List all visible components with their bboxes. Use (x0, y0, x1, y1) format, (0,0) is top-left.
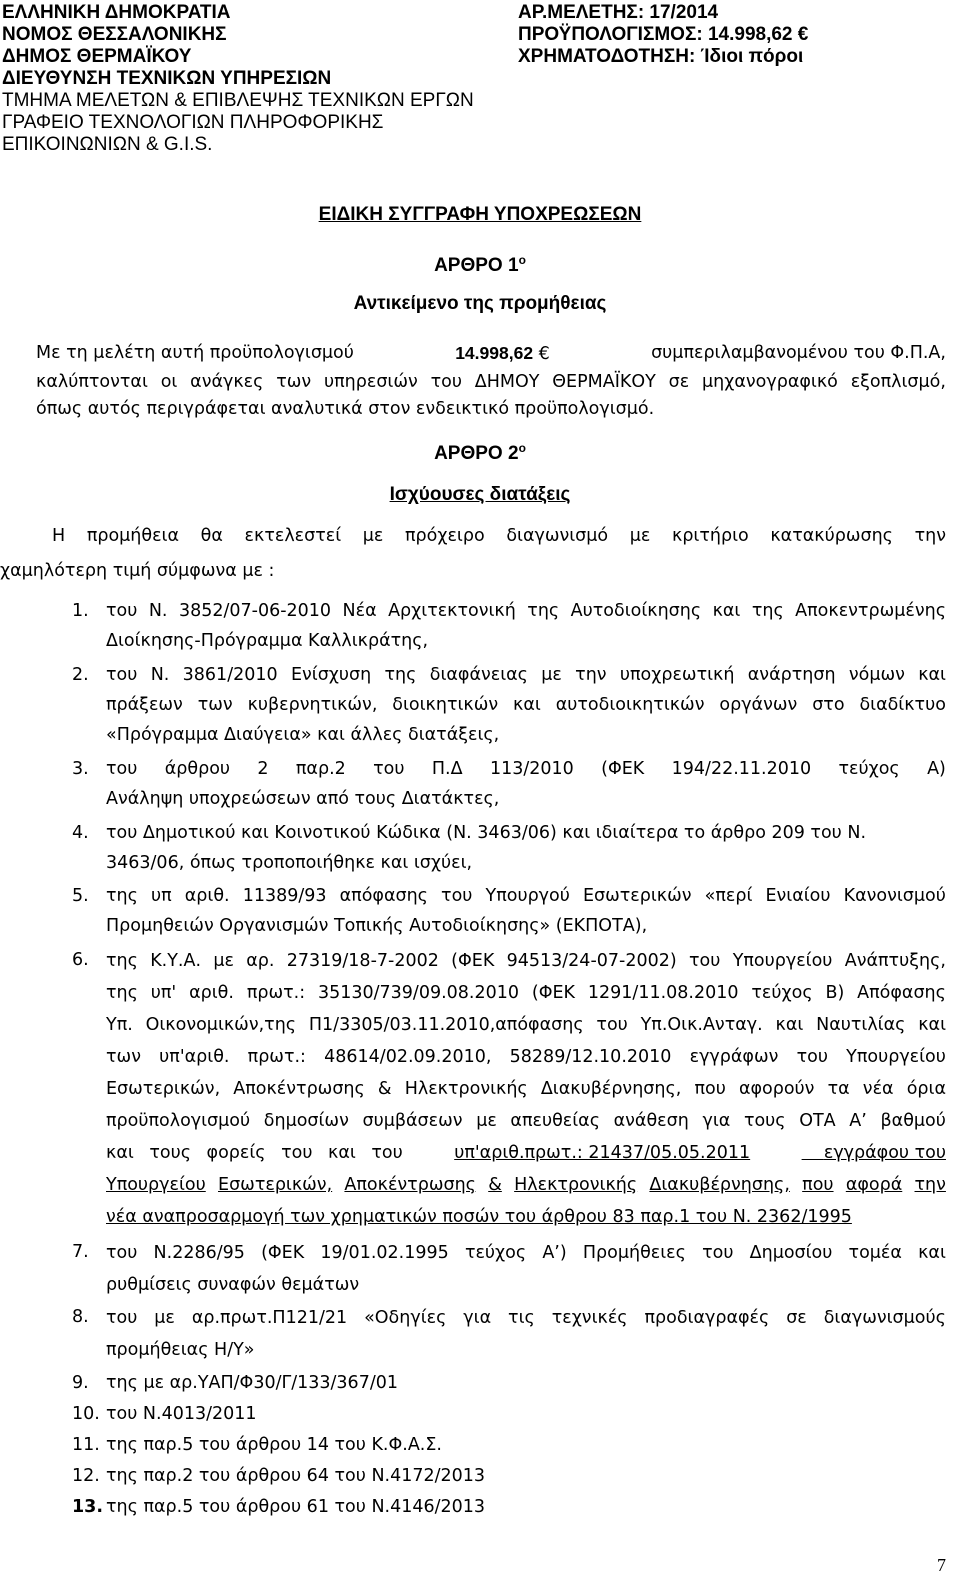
word: πρωτ.: (246, 983, 306, 1003)
word: αριθ. (189, 983, 234, 1003)
word: των (276, 372, 312, 392)
text-span (106, 1009, 946, 1041)
list-item-text (106, 1399, 946, 1429)
list-line (106, 977, 946, 1009)
header-line: ΕΠΙΚΟΙΝΩΝΙΩΝ & G.I.S. (2, 134, 213, 155)
word: τεύχος (464, 1243, 527, 1263)
word: του (430, 372, 462, 392)
word: Διακυβέρνησης, (540, 1079, 682, 1099)
text-span (36, 369, 946, 395)
word: νέα (862, 1079, 894, 1099)
word: του (106, 1243, 138, 1263)
page-number: 7 (937, 1555, 946, 1575)
word: την (575, 665, 607, 685)
list-line: του Ν.4013/2011 (106, 1404, 257, 1424)
word: όρια (906, 1079, 946, 1099)
word: Π1/3305/03.11.2010,απόφασης (308, 1015, 584, 1035)
word: Π.Δ (431, 759, 463, 779)
word: 27319/18-7-2002 (286, 951, 439, 971)
word: Εσωτερικών (582, 886, 692, 906)
word: πρόχειρο (405, 526, 485, 546)
amount-span (455, 338, 550, 369)
word: μηχανογραφικό (702, 372, 838, 392)
word: αυτοδιοικητικών (555, 695, 705, 715)
list-line: νέα αναπροσαρμογή των χρηματικών ποσών του άρθρου 83 παρ.1 του Ν. 2362/1995 (106, 1207, 852, 1227)
list-number: 1. (72, 601, 89, 621)
word: προϋπολογισμού (106, 1111, 251, 1131)
word: Ν.2286/95 (153, 1243, 245, 1263)
word: (ΦΕΚ (531, 983, 576, 1003)
word: θα (200, 526, 223, 546)
word: Ν. (150, 665, 170, 685)
paragraph-line (36, 369, 946, 395)
word: Διακυβέρνησης, (649, 1175, 790, 1195)
word: άρθρου (164, 759, 231, 779)
word: του (373, 759, 405, 779)
budget-text: ΠΡΟΫΠΟΛΟΓΙΣΜΟΣ: 14.998,62 (518, 24, 793, 45)
text-span (802, 1137, 946, 1169)
word: που (694, 1079, 726, 1099)
word: 113/2010 (489, 759, 574, 779)
issuing-authority-block (2, 2, 474, 156)
paragraph-line: όπως αυτός περιγράφεται αναλυτικά στον ενδεικτικό προϋπολογισμό. (36, 399, 655, 419)
list-line: ρυθμίσεις συναφών θεμάτων (106, 1275, 360, 1295)
list-number: 8. (72, 1307, 89, 1327)
word: σε (786, 1308, 807, 1328)
list-item-text (106, 1302, 946, 1366)
word: και (712, 601, 741, 621)
list-line: Διοίκησης-Πρόγραμμα Καλλικράτης, (106, 631, 429, 651)
word: 48614/02.09.2010, (324, 1047, 492, 1067)
reference-link-text: υπ'αριθ.πρωτ.: 21437/05.05.2011 (454, 1143, 751, 1163)
word: και (775, 1015, 804, 1035)
word: την (914, 526, 946, 546)
word: διαγωνισμούς (823, 1308, 946, 1328)
word: τεύχος (838, 759, 900, 779)
paragraph-line (36, 521, 946, 551)
list-item-text (106, 1492, 946, 1522)
word: που (802, 1175, 834, 1195)
word: απόφασης (339, 886, 428, 906)
word: υπ' (150, 983, 177, 1003)
text-span (106, 1073, 946, 1105)
word: 58289/12.10.2010 (509, 1047, 672, 1067)
list-item-text (106, 1430, 946, 1460)
amount-value: 14.998,62 (455, 343, 534, 363)
list-line (106, 1105, 946, 1137)
list-item-text (106, 596, 946, 656)
word: 94513/24-07-2002) (506, 951, 677, 971)
word: Κανονισμού (843, 886, 946, 906)
word: για (463, 1308, 492, 1328)
word: βαθμού (880, 1111, 946, 1131)
word: Α) (927, 759, 946, 779)
header-line: ΔΙΕΥΘΥΝΣΗ ΤΕΧΝΙΚΩΝ ΥΠΗΡΕΣΙΩΝ (2, 68, 332, 89)
paragraph-line: χαμηλότερη τιμή σύμφωνα με : (0, 561, 275, 581)
word: Α’) (542, 1243, 567, 1263)
list-line (106, 1009, 946, 1041)
list-number: 13. (72, 1497, 104, 1517)
word: σε (668, 372, 690, 392)
word: πράξεων (106, 695, 183, 715)
word: της (384, 665, 417, 685)
word: του (441, 886, 473, 906)
word: του (106, 1308, 138, 1328)
article-2-subtitle: Ισχύουσες διατάξεις (389, 484, 571, 505)
word: της (751, 601, 784, 621)
text-span (106, 881, 946, 911)
word: αρ. (246, 951, 275, 971)
word: & (488, 1175, 502, 1195)
word: Εσωτερικών, (218, 1175, 333, 1195)
word: τεύχος (751, 983, 813, 1003)
ordinal-sup: ο (518, 441, 526, 455)
word: Οικονομικών,της (145, 1015, 297, 1035)
word: υπ'αριθ. (159, 1047, 230, 1067)
word: διαδίκτυο (859, 695, 946, 715)
word: Ν. (148, 601, 168, 621)
word: αφορά (845, 1175, 903, 1195)
list-number: 11. (72, 1435, 100, 1455)
document-title: ΕΙΔΙΚΗ ΣΥΓΓΡΑΦΗ ΥΠΟΧΡΕΩΣΕΩΝ (318, 204, 642, 225)
text-span: εγγράφου του (823, 1143, 946, 1163)
word: με (629, 526, 651, 546)
word: 194/22.11.2010 (671, 759, 812, 779)
word: του (106, 601, 138, 621)
word: των (197, 695, 233, 715)
word: (ΦΕΚ (451, 951, 495, 971)
word: των (106, 1047, 141, 1067)
word: Ενιαίου (765, 886, 831, 906)
word: 3852/07-06-2010 (178, 601, 332, 621)
study-info-block (518, 2, 808, 68)
list-line (106, 1137, 946, 1169)
list-line: της με αρ.ΥΑΠ/Φ30/Γ/133/367/01 (106, 1373, 398, 1393)
list-line: της παρ.2 του άρθρου 64 του Ν.4172/2013 (106, 1466, 486, 1486)
word: 35130/739/09.08.2010 (317, 983, 520, 1003)
word: και (918, 1243, 946, 1263)
word: αρ.πρωτ.Π121/21 (191, 1308, 348, 1328)
word: του (596, 1015, 628, 1035)
text-span (106, 1237, 946, 1269)
list-item-text (106, 1461, 946, 1491)
article-heading-text: ΑΡΘΡΟ 1 (434, 255, 519, 276)
word: Δημοσίου (749, 1243, 833, 1263)
word: Αρχιτεκτονική (388, 601, 516, 621)
word: της (106, 951, 138, 971)
word: νόμων (848, 665, 905, 685)
text-span (106, 1302, 946, 1334)
word: Υπ.Οικ.Ανταγ. (640, 1015, 763, 1035)
word: δημοσίων (263, 1111, 349, 1131)
article-1-heading (0, 255, 960, 277)
list-line: προμήθειας Η/Υ» (106, 1340, 255, 1360)
word: Νέα (342, 601, 377, 621)
word: του (702, 1243, 734, 1263)
list-item-text (106, 1237, 946, 1301)
list-number: 2. (72, 665, 89, 685)
word: 19/01.02.1995 (320, 1243, 449, 1263)
word: του (106, 665, 138, 685)
list-line: Ανάληψη υποχρεώσεων από τους Διατάκτες, (106, 789, 500, 809)
study-number: ΑΡ.ΜΕΛΕΤΗΣ: 17/2014 (518, 2, 719, 23)
article-heading-text: ΑΡΘΡΟ 2 (434, 443, 519, 464)
word: Ενίσχυση (290, 665, 372, 685)
word: και (918, 665, 946, 685)
word: ανάρτηση (747, 665, 836, 685)
list-line: της παρ.5 του άρθρου 61 του Ν.4146/2013 (106, 1497, 486, 1517)
list-item-text (106, 754, 946, 814)
word: αριθ. (184, 886, 230, 906)
word: του (689, 951, 721, 971)
list-line (106, 1073, 946, 1105)
word: κυβερνητικών, (247, 695, 378, 715)
word: Β) (825, 983, 845, 1003)
word: Προμήθειες (582, 1243, 686, 1263)
word: απευθείας (510, 1111, 600, 1131)
word: Η (52, 526, 66, 546)
word: εκτελεστεί (244, 526, 342, 546)
word: ανάγκες (190, 372, 264, 392)
text-span (106, 596, 946, 626)
word: τις (508, 1308, 535, 1328)
word: τομέα (848, 1243, 902, 1263)
word: Υπ. (106, 1015, 133, 1035)
word: εγγράφων (689, 1047, 779, 1067)
list-number: 7. (72, 1242, 89, 1262)
article-1-subtitle: Αντικείμενο της προμήθειας (353, 293, 607, 314)
word: για (702, 1111, 731, 1131)
text-span (106, 977, 946, 1009)
list-line (106, 690, 946, 720)
word: Υπουργείου (732, 951, 833, 971)
word: & (377, 1079, 392, 1099)
word: Αποκέντρωσης (233, 1079, 365, 1099)
list-number: 10. (72, 1404, 100, 1424)
word: με (362, 526, 384, 546)
word: υπ (151, 886, 172, 906)
word: προδιαγραφές (644, 1308, 770, 1328)
paragraph-line (36, 338, 946, 369)
list-number: 9. (72, 1373, 89, 1393)
word: Απόφασης (857, 983, 946, 1003)
word: της (106, 886, 138, 906)
word: την (914, 1175, 946, 1195)
word: κριτήριο (672, 526, 749, 546)
text-span: και τους φορείς του και του (106, 1143, 403, 1163)
word: συμβάσεων (362, 1111, 463, 1131)
text-span (106, 690, 946, 720)
word: Α’ (849, 1111, 867, 1131)
budget-line (518, 24, 808, 46)
word: κατακύρωσης (770, 526, 893, 546)
word: 3861/2010 (182, 665, 278, 685)
list-line: του Δημοτικού και Κοινοτικού Κώδικα (Ν. 3463/06) και ιδιαίτερα το άρθρο 209 του Ν. (106, 823, 867, 843)
word: Αυτοδιοίκησης (570, 601, 702, 621)
article-2-intro (36, 521, 946, 551)
word: «περί (704, 886, 753, 906)
word: με (541, 665, 562, 685)
list-item-text (106, 945, 946, 1233)
word: (ΦΕΚ (601, 759, 645, 779)
text-span (52, 521, 946, 551)
word: «Οδηγίες (364, 1308, 447, 1328)
list-line: της παρ.5 του άρθρου 14 του Κ.Φ.Α.Σ. (106, 1435, 442, 1455)
header-line: ΓΡΑΦΕΙΟ ΤΕΧΝΟΛΟΓΙΩΝ ΠΛΗΡΟΦΟΡΙΚΗΣ (2, 112, 384, 133)
word: Υπουργείου (106, 1175, 206, 1195)
word: της (527, 601, 560, 621)
list-line (106, 1041, 946, 1073)
word: υποχρεωτική (619, 665, 735, 685)
word: του (106, 759, 138, 779)
word: ανάθεση (613, 1111, 689, 1131)
word: και (513, 695, 541, 715)
word: ΟΤΑ (799, 1111, 836, 1131)
word: εξοπλισμό, (850, 372, 946, 392)
word: με (213, 951, 234, 971)
list-line (106, 881, 946, 911)
word: Ανάπτυξης, (844, 951, 946, 971)
funding-line: ΧΡΗΜΑΤΟΔΟΤΗΣΗ: Ίδιοι πόροι (518, 46, 804, 67)
word: υπηρεσιών (324, 372, 418, 392)
text-span (106, 754, 946, 784)
word: Υπουργείου (846, 1047, 946, 1067)
word: Υπουργού (485, 886, 570, 906)
word: ΔΗΜΟΥ (474, 372, 540, 392)
word: 2 (257, 759, 269, 779)
list-item-text (106, 1368, 946, 1398)
word: ΘΕΡΜΑΪΚΟΥ (552, 372, 656, 392)
word: διαφάνειας (429, 665, 528, 685)
word: Εσωτερικών, (106, 1079, 221, 1099)
list-item-text (106, 660, 946, 750)
word: Αποκεντρωμένης (795, 601, 946, 621)
list-line (106, 1302, 946, 1334)
text-span (106, 1105, 946, 1137)
word: και (918, 1015, 946, 1035)
word: τους (743, 1111, 786, 1131)
word: της (106, 983, 138, 1003)
list-number: 12. (72, 1466, 100, 1486)
word: 1291/11.08.2010 (587, 983, 739, 1003)
word: του (796, 1047, 828, 1067)
list-number: 4. (72, 823, 89, 843)
article-2-intro-cont (0, 556, 910, 586)
header-line: ΕΛΛΗΝΙΚΗ ΔΗΜΟΚΡΑΤΙΑ (2, 2, 231, 23)
header-line: ΝΟΜΟΣ ΘΕΣΣΑΛΟΝΙΚΗΣ (2, 24, 227, 45)
list-line (106, 596, 946, 626)
word: παρ.2 (295, 759, 346, 779)
word: καλύπτονται (36, 372, 148, 392)
euro-icon: € (797, 24, 809, 45)
word: Αποκέντρωσης (344, 1175, 476, 1195)
article-1-body (36, 338, 946, 423)
word: οργάνων (719, 695, 798, 715)
list-item-text (106, 881, 946, 941)
text-span (106, 1041, 946, 1073)
word: προμήθεια (86, 526, 180, 546)
ordinal-sup: ο (518, 253, 526, 267)
word: στο (812, 695, 845, 715)
word: με (154, 1308, 175, 1328)
list-line (106, 1237, 946, 1269)
list-number: 6. (72, 950, 89, 970)
list-number: 3. (72, 759, 89, 779)
header-line: ΔΗΜΟΣ ΘΕΡΜΑΪΚΟΥ (2, 46, 192, 67)
list-line (106, 945, 946, 977)
word: αφορούν (738, 1079, 815, 1099)
list-line (106, 754, 946, 784)
text-span (106, 1169, 946, 1201)
list-number: 5. (72, 886, 89, 906)
header-line: ΤΜΗΜΑ ΜΕΛΕΤΩΝ & ΕΠΙΒΛΕΨΗΣ ΤΕΧΝΙΚΩΝ ΕΡΓΩΝ (2, 90, 474, 111)
list-line: «Πρόγραμμα Διαύγεια» και άλλες διατάξεις, (106, 725, 500, 745)
text-span: Με τη μελέτη αυτή προϋπολογισμού (36, 343, 354, 363)
word: οι (160, 372, 178, 392)
list-item-text (106, 818, 946, 878)
word: Ηλεκτρονικής (514, 1175, 638, 1195)
word: Ηλεκτρονικής (404, 1079, 528, 1099)
article-2-heading (0, 443, 960, 465)
list-line: Προμηθειών Οργανισμών Τοπικής Αυτοδιοίκησης» (ΕΚΠΟΤΑ), (106, 916, 648, 936)
word: Κ.Υ.Α. (150, 951, 202, 971)
word: Ναυτιλίας (816, 1015, 906, 1035)
word: πρωτ.: (247, 1047, 306, 1067)
text-span: συμπεριλαμβανομένου του Φ.Π.Α, (651, 343, 946, 363)
word: τεχνικές (551, 1308, 628, 1328)
list-line: 3463/06, όπως τροποποιήθηκε και ισχύει, (106, 853, 473, 873)
euro-icon: € (538, 344, 550, 364)
list-line (106, 1169, 946, 1201)
word: (ΦΕΚ (261, 1243, 305, 1263)
word: 11389/93 (242, 886, 327, 906)
word: διαγωνισμό (506, 526, 609, 546)
word: διοικητικών (392, 695, 499, 715)
word: τα (827, 1079, 850, 1099)
word: με (476, 1111, 497, 1131)
list-line (106, 660, 946, 690)
text-span (106, 660, 946, 690)
underline-gap (802, 1143, 824, 1163)
text-span (106, 945, 946, 977)
